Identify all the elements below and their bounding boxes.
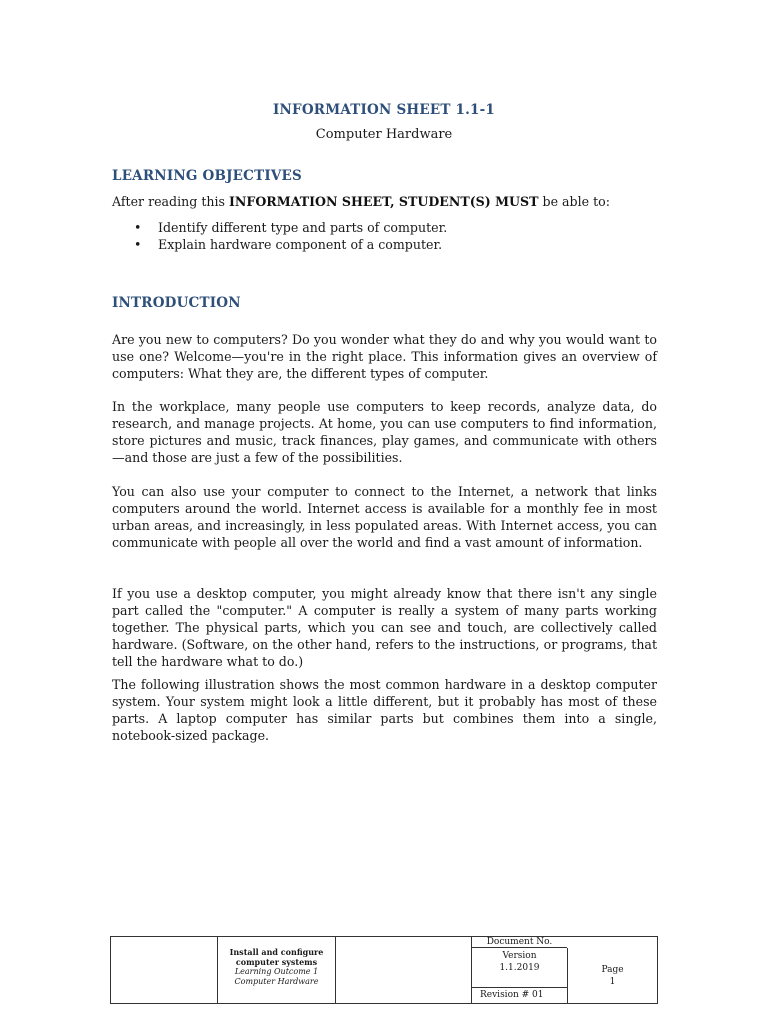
bullet-icon: • [134, 220, 142, 235]
objectives-list [112, 219, 657, 253]
sheet-title: INFORMATION SHEET 1.1-1 [273, 102, 495, 118]
lead-prefix: After reading this [112, 194, 229, 209]
introduction-heading: INTRODUCTION [112, 295, 241, 311]
footer-version-cell [471, 948, 567, 988]
lead-suffix: be able to: [538, 194, 610, 209]
intro-paragraph: You can also use your computer to connect to the Internet, a network that links computers around the world. Internet access is available for a monthly fee in most urban areas, and increasingly, in less populated areas. With Internet access, you can communicate with people all over the world and find a vast amount of information. [112, 484, 657, 550]
lead-bold: INFORMATION SHEET, STUDENT(S) MUST [228, 194, 539, 209]
list-item [112, 219, 657, 236]
footer-outcome: Learning Outcome 1 [234, 967, 319, 976]
footer-topic: Computer Hardware [234, 977, 319, 986]
footer-version-label: Version [502, 951, 537, 961]
list-item-text: Identify different type and parts of computer. [158, 220, 448, 235]
footer-page-label: Page [601, 965, 624, 975]
learning-objectives-heading: LEARNING OBJECTIVES [112, 168, 302, 184]
intro-paragraph: Are you new to computers? Do you wonder what they do and why you would want to use one? Welcome—you're in the right place. This information gives an overview of computers: What they are, the different types of computer. [112, 332, 657, 381]
footer-table [110, 936, 658, 1004]
footer-page-cell [567, 948, 657, 1003]
list-item [112, 236, 657, 253]
footer-logo-cell [111, 937, 218, 1003]
bullet-icon: • [134, 237, 142, 252]
footer-course-cell [218, 937, 336, 1003]
footer-course-line1: Install and configure [229, 947, 324, 957]
intro-paragraph: The following illustration shows the most common hardware in a desktop computer system. Your system might look a little different, but it probably has most of these parts. A laptop computer has similar parts but combines them into a single, notebook-sized package. [112, 677, 657, 743]
intro-paragraph: In the workplace, many people use computers to keep records, analyze data, do research, and manage projects. At home, you can use computers to find information, store pictures and music, track finances, play games, and communicate with others—and those are just a few of the possibilities. [112, 399, 657, 465]
objectives-lead [112, 193, 657, 210]
footer-page-value: 1 [609, 977, 616, 987]
footer-document-no: Document No. [471, 937, 567, 948]
footer-course-line2: computer systems [235, 957, 318, 967]
footer-revision: Revision # 01 [471, 988, 567, 1003]
list-item-text: Explain hardware component of a computer. [158, 237, 443, 252]
intro-paragraph: If you use a desktop computer, you might already know that there isn't any single part called the "computer." A computer is really a system of many parts working together. The physical parts, which you can see and touch, are collectively called hardware. (Software, on the other hand, refers to the instructions, or programs, that tell the hardware what to do.) [112, 586, 657, 669]
sheet-subtitle: Computer Hardware [315, 127, 453, 142]
footer-version-value: 1.1.2019 [499, 963, 540, 973]
